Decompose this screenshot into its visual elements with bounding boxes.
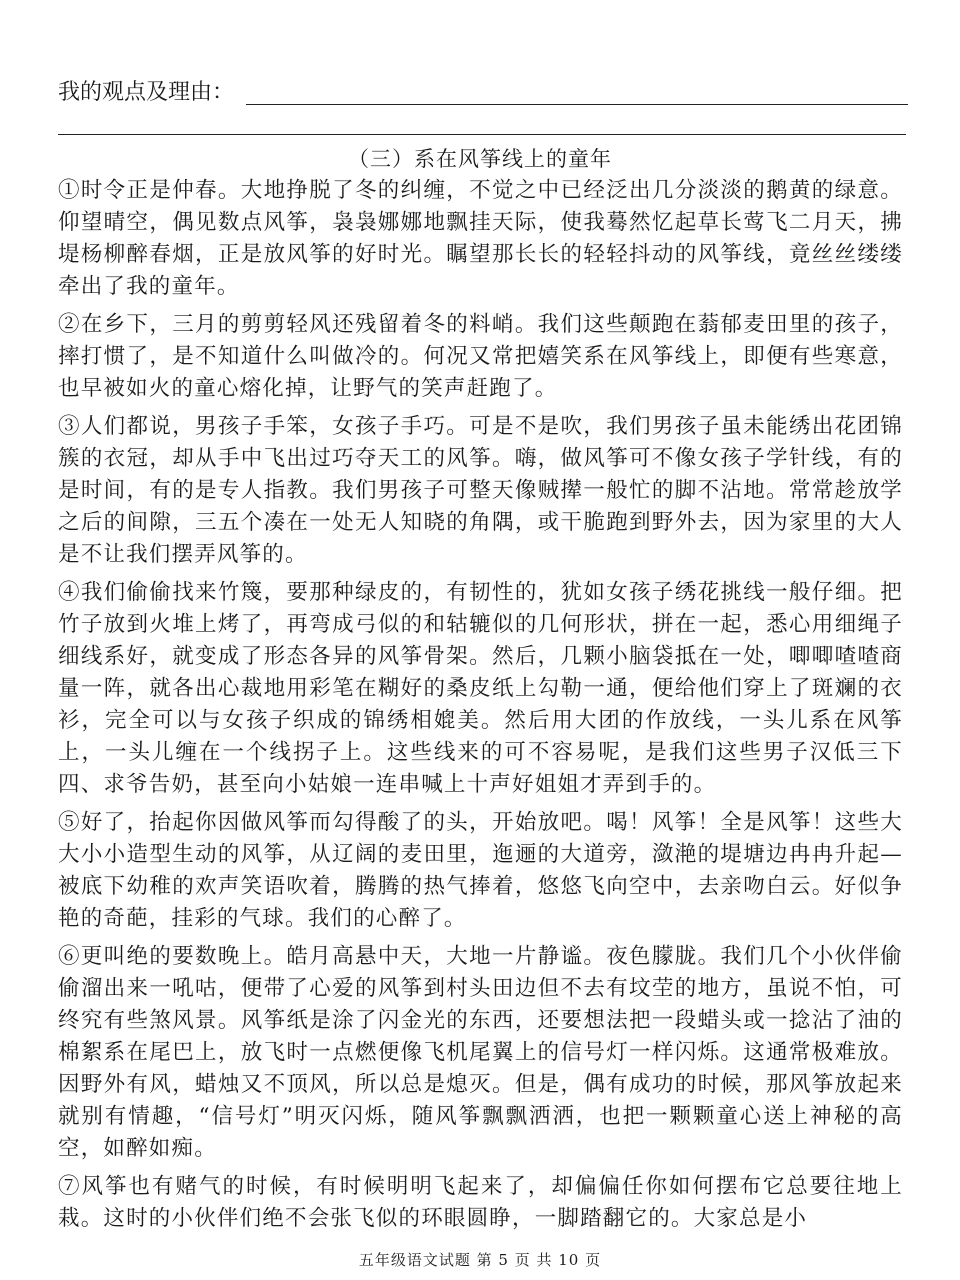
answer-line-1[interactable] — [246, 104, 908, 105]
opinion-label: 我的观点及理由： — [58, 80, 235, 105]
paragraph-6: ⑥更叫绝的要数晚上。皓月高悬中天，大地一片静谧。夜色朦胧。我们几个小伙伴偷偷溜出来一吼咕，便带了心爱的风筝到村头田边但不去有坟茔的地方，虽说不怕，可终究有些煞风景。风筝纸是涂了闪金光的东西，还要想法把一段蜡头或一捻沾了油的棉絮系在尾巴上，放飞时一点燃便像飞机尾翼上的信号灯一样闪烁。这通常极难放。因野外有风，蜡烛又不顶风，所以总是熄灭。但是，偶有成功的时候，那风筝放起来就别有情趣，“信号灯”明灭闪烁，随风筝飘飘洒洒，也把一颗颗童心送上神秘的高空，如醉如痴。 — [58, 944, 903, 1161]
page-footer: 五年级语文试题 第 5 页 共 10 页 — [358, 1251, 602, 1269]
opinion-answer-row — [58, 78, 908, 108]
paragraph-1: ①时令正是仲春。大地挣脱了冬的纠缠，不觉之中已经泛出几分淡淡的鹅黄的绿意。仰望晴空，偶见数点风筝，袅袅娜娜地飘挂天际，使我蓦然忆起草长莺飞二月天，拂堤杨柳醉春烟，正是放风筝的好时光。瞩望那长长的轻轻抖动的风筝线，竟丝丝缕缕牵出了我的童年。 — [58, 178, 903, 299]
paragraph-4: ④我们偷偷找来竹篾，要那种绿皮的，有韧性的，犹如女孩子绣花挑线一般仔细。把竹子放到火堆上烤了，再弯成弓似的和轱辘似的几何形状，拼在一起，悉心用细绳子细线系好，就变成了形态各异的风筝骨架。然后，几颗小脑袋抵在一处，唧唧喳喳商量一阵，就各出心裁地用彩笔在糊好的桑皮纸上勾勒一通，便给他们穿上了斑斓的衣衫，完全可以与女孩子织成的锦绣相媲美。然后用大团的作放线，一头儿系在风筝上，一头儿缠在一个线拐子上。这些线来的可不容易呢，是我们这些男子汉低三下四、求爷告奶，甚至向小姑娘一连串喊上十声好姐姐才弄到手的。 — [58, 580, 903, 797]
section-title: （三）系在风筝线上的童年 — [348, 147, 612, 171]
paragraph-3: ③人们都说，男孩子手笨，女孩子手巧。可是不是吹，我们男孩子虽未能绣出花团锦簇的衣冠，却从手中飞出过巧夺天工的风筝。嗨，做风筝可不像女孩子学针线，有的是时间，有的是专人指教。我们男孩子可整天像贼撵一般忙的脚不沾地。常常趁放学之后的间隙，三五个凑在一处无人知晓的角隅，或干脆跑到野外去，因为家里的大人是不让我们摆弄风筝的。 — [58, 414, 903, 567]
answer-line-2[interactable] — [58, 134, 906, 135]
article-body — [58, 175, 903, 1241]
paragraph-5: ⑤好了，抬起你因做风筝而勾得酸了的头，开始放吧。喝！风筝！全是风筝！这些大大小小造型生动的风筝，从辽阔的麦田里，迤逦的大道旁，潋滟的堤塘边冉冉升起—被底下幼稚的欢声笑语吹着，腾腾的热气捧着，悠悠飞向空中，去亲吻白云。好似争艳的奇葩，挂彩的气球。我们的心醉了。 — [58, 810, 903, 931]
paragraph-2: ②在乡下，三月的剪剪轻风还残留着冬的料峭。我们这些颠跑在蓊郁麦田里的孩子，摔打惯了，是不知道什么叫做冷的。何况又常把嬉笑系在风筝线上，即便有些寒意，也早被如火的童心熔化掉，让野气的笑声赶跑了。 — [58, 312, 903, 401]
paragraph-7: ⑦风筝也有赌气的时候，有时候明明飞起来了，却偏偏任你如何摆布它总要往地上栽。这时的小伙伴们绝不会张飞似的环眼圆睁，一脚踏翻它的。大家总是小 — [58, 1174, 903, 1231]
